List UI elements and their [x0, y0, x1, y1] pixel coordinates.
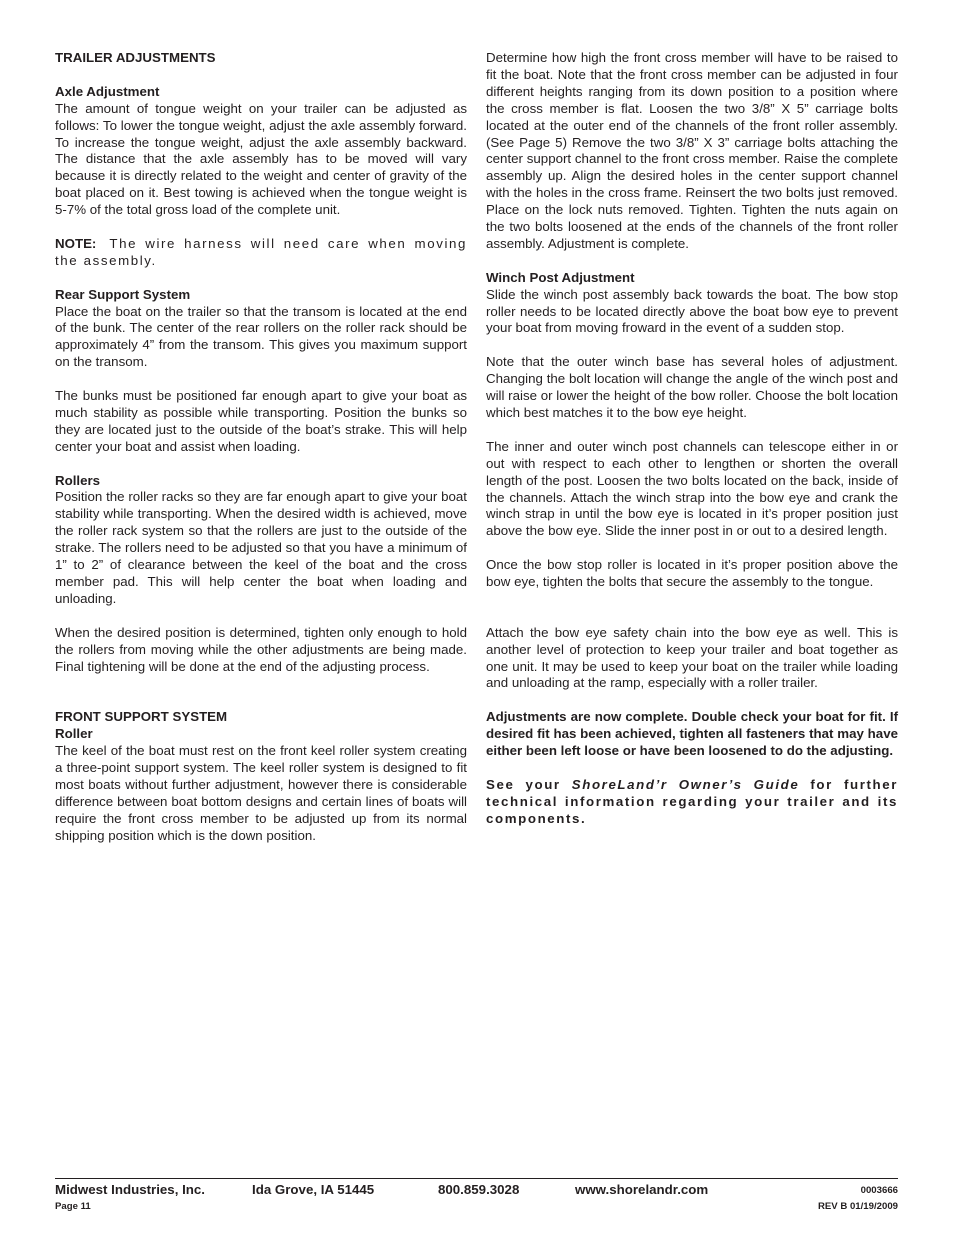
winch-post-heading: Winch Post Adjustment [486, 269, 635, 285]
footer-city: Ida Grove, IA 51445 [252, 1182, 375, 1197]
roller-subheading: Roller [55, 726, 93, 742]
front-support-heading: FRONT SUPPORT SYSTEM [55, 709, 228, 725]
note-paragraph [55, 236, 467, 270]
footer-divider [55, 1178, 898, 1179]
rollers-text-2: When the desired position is determined, tighten only enough to hold the rollers from moving while the other adjustments are being made. Final tightening will be done at the end of the adjusting process. [55, 624, 467, 674]
left-column [55, 50, 467, 861]
rollers-heading: Rollers [55, 472, 101, 488]
owners-guide-pre: See your [486, 776, 572, 792]
footer-revision: REV B 01/19/2009 [817, 1201, 898, 1212]
rear-support-text-2: The bunks must be positioned far enough apart to give your boat as much stability as possible while transporting. Position the bunks so they are located just to the outside of the boat’s strake. This will help center your boat and assist when loading. [55, 388, 467, 454]
right-column [486, 50, 898, 844]
note-label: NOTE: [55, 235, 97, 251]
rollers-text-1: Position the roller racks so they are far enough apart to give your boat stability while transporting. When the desired width is achieved, move the roller rack system so that the rollers are just to the outside of the strake. The rollers need to be adjusted so that you have a minimum of 1” to 2” of clearance between the keel of the boat and the cross member pad. This will help center the boat when loading and unloading. [55, 489, 467, 606]
front-support-text: The keel of the boat must rest on the front keel roller system creating a three-point support system. The keel roller system is designed to fit most boats without further adjustment, however there is considerable difference between boat bottom designs and certain lines of boats will require the front cross member to be adjusted up from its normal shipping position which is the down position. [55, 743, 467, 843]
owners-guide-title: ShoreLand’r Owner’s Guide [571, 776, 800, 792]
axle-adjustment-heading: Axle Adjustment [55, 83, 160, 99]
winch-post-text-4: Once the bow stop roller is located in it’s proper position above the bow eye, tighten the bolts that secure the assembly to the tongue. [486, 557, 898, 590]
winch-post-text-1: Slide the winch post assembly back towards the boat. The bow stop roller needs to be located directly above the boat bow eye to prevent your boat from moving froward in the event of a sudden stop. [486, 286, 898, 336]
spacer [55, 692, 467, 709]
owners-guide-note [486, 777, 898, 828]
safety-chain-text: Attach the bow eye safety chain into the bow eye as well. This is another level of protection to keep your trailer and boat together as one unit. It may be used to keep your boat on the trailer while loading and unloading at the ramp, especially with a roller trailer. [486, 624, 898, 691]
rear-support-heading: Rear Support System [55, 286, 191, 302]
owners-guide-post: for further technical information regarding your trailer and its components. [486, 776, 898, 826]
winch-post-text-3: The inner and outer winch post channels can telescope either in or out with respect to each other to lengthen or shorten the overall length of the post. Loosen the two bolts located on the back, inside of the channels. Attach the winch strap into the bow eye and crank the winch strap in until the bow eye is located in it’s proper position just above the bow eye. Slide the inner post in or out to a desired length. [486, 438, 898, 539]
rear-support-text-1: Place the boat on the trailer so that the transom is located at the end of the bunk. The center of the rear rollers on the roller rack should be approximately 4” from the transom. This gives you maximum support on the transom. [55, 303, 467, 370]
spacer [486, 608, 898, 625]
axle-adjustment-text: The amount of tongue weight on your trailer can be adjusted as follows: To lower the tongue weight, adjust the axle assembly forward. To increase the tongue weight, adjust the axle assembly backward. The distance that the axle assembly has to be moved will vary because it is directly related to the weight and center of gravity of the boat placed on it. Best towing is achieved when the tongue weight is 5-7% of the total gross load of the complete unit. [55, 100, 467, 218]
footer-phone: 800.859.3028 [438, 1182, 520, 1197]
footer-doc-number: 0003666 [860, 1185, 898, 1196]
winch-post-text-2: Note that the outer winch base has several holes of adjustment. Changing the bolt location will change the angle of the winch post and will raise or lower the height of the bow roller. Choose the bolt location which best matches it to the bow eye height. [486, 354, 898, 420]
footer-page-number: Page 11 [55, 1201, 91, 1212]
footer-website[interactable]: www.shorelandr.com [575, 1182, 709, 1197]
adjustments-complete-text: Adjustments are now complete. Double check your boat for fit. If desired fit has been achieved, tighten all fasteners that may have either been left loose or have been loosened to do the adjusting. [486, 709, 898, 759]
footer-company: Midwest Industries, Inc. [55, 1182, 205, 1197]
section-title: TRAILER ADJUSTMENTS [55, 50, 216, 65]
note-text: The wire harness will need care when moving the assembly. [55, 235, 468, 268]
front-support-continued-text: Determine how high the front cross member will have to be raised to fit the boat. Note that the front cross member can be adjusted in four different heights ranging from its down position to a position where the cross member is flat. Loosen the two 3/8” X 5” carriage bolts located at the outer end of the channels of the front roller assembly. (See Page 5) Remove the two 3/8” X 3” carriage bolts attaching the center support channel to the front cross member. Raise the complete assembly up. Align the desired holes in the center support channel with the holes in the cross frame. Reinsert the two bolts just removed. Place on the lock nuts removed. Tighten. Tighten the nuts again on the two bolts loosened at the ends of the channels of the front roller assembly. Adjustment is complete. [486, 50, 898, 251]
